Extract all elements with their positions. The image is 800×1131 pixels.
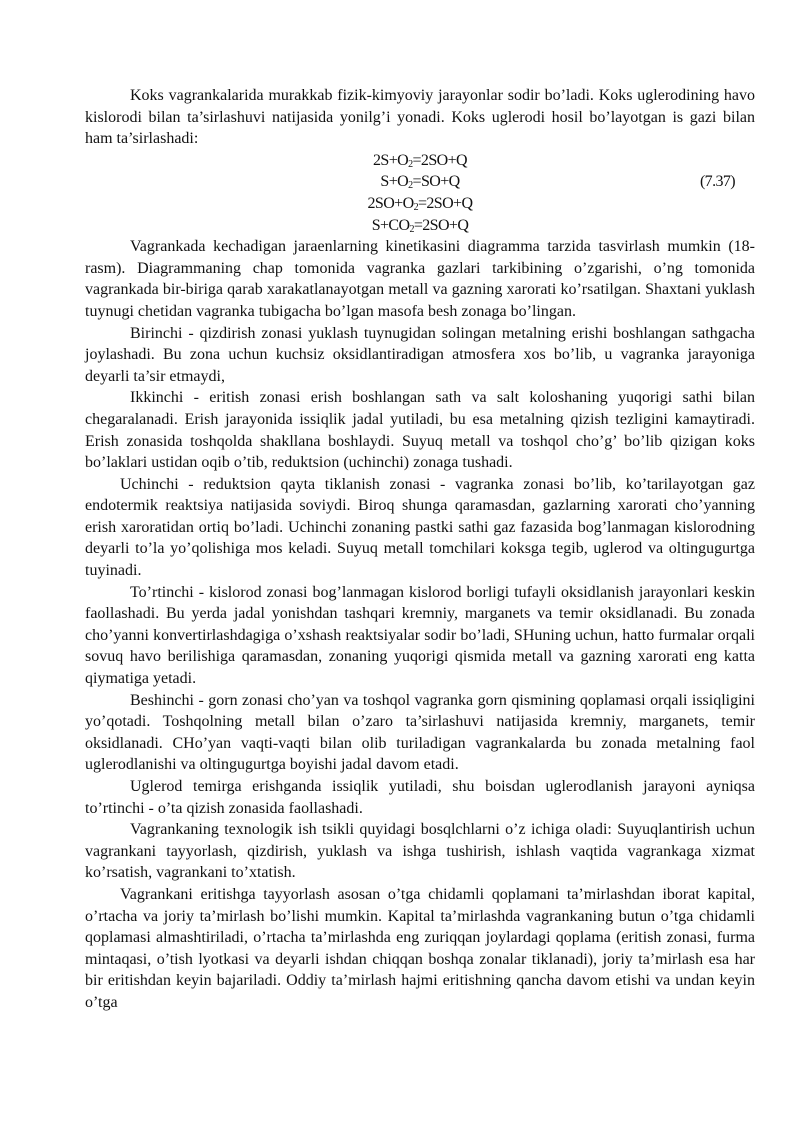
paragraph-kinetics: Vagrankada kechadigan jaraenlarning kinetikasini diagramma tarzida tasvirlash mumkin (18-rasm). Diagrammaning chap tomonida vagranka gazlari tarkibining o’zgarishi, o’ng tomonida vagrankada bir-biriga qarab xarakatlanayotgan metall va gazning xarorati ko’rsatilgan. Shaxtani yuklash tuynugi chetidan vagranka tubigacha bo’lgan masofa besh zonaga bo’lingan. — [85, 238, 755, 320]
paragraph-zone-4: To’rtinchi - kislorod zonasi bog’lanmagan kislorod borligi tufayli oksidlanish jarayonlari keskin faollashadi. Bu yerda jadal yonishdan tashqari kremniy, marganets va temir oksidlanadi. Bu zonada cho’yanni konvertirlashdagiga o’xshash reaktsiyalar sodir bo’ladi, SHuning uchun, hatto furmalar orqali sovuq havo berilishiga qaramasdan, zonaning yuqorigi qismida metall va gazning xarorati eng katta qiymatiga yetadi. — [85, 583, 755, 688]
equation-number: (7.37) — [699, 173, 735, 191]
document-page — [85, 85, 755, 1014]
equation-line: $S+CO_2=2SO+Q$ — [371, 216, 469, 235]
equation-line: $2S+O_2=2SO+Q$ — [373, 151, 467, 170]
paragraph-zone-3: Uchinchi - reduktsion qayta tiklanish zonasi - vagranka zonasi bo’lib, ko’tarilayotgan gaz endotermik reaktsiya natijasida soviydi. Biroq shunga qaramasdan, gazlarning xarorati cho’yanning erish xaroratidan ortiq bo’ladi. Uchinchi zonaning pastki sathi gaz fazasida bog’lanmagan kislorodning deyarli to’la yo’qolishiga mos keladi. Suyuq metall tomchilari koksga tegib, uglerod va oltingugurtga tuyinadi. — [85, 475, 755, 580]
equation-line: $2SO+O_2=2SO+Q$ — [367, 194, 473, 213]
paragraph-cycle: Vagrankaning texnologik ish tsikli quyidagi bosqlchlarni o’z ichiga oladi: Suyuqlantirish uchun vagrankani tayyorlash, qizdirish, yuklash va ishga tushirish, ishlash vaqtida vagrankaga xizmat ko’rsatish, vagrankani to’xtatish. — [85, 821, 755, 882]
paragraph-repair: Vagrankani eritishga tayyorlash asosan o’tga chidamli qoplamani ta’mirlashdan iborat kapital, o’rtacha va joriy ta’mirlash bo’lishi mumkin. Kapital ta’mirlashda vagrankaning butun o’tga chidamli qoplamasi almashtiriladi, o’rtacha ta’mirlashda eng zuriqqan joylardagi qoplama (eritish zonasi, furma mintaqasi, o’tish lyotkasi va deyarli ishdan chiqqan boshqa zonalar tiklanadi), joriy ta’mirlash esa har bir eritishdan keyin bajariladi. Oddiy ta’mirlash hajmi eritishning qancha davom etishi va undan keyin o’tga — [85, 885, 755, 1011]
paragraph-intro: Koks vagrankalarida murakkab fizik-kimyoviy jarayonlar sodir bo’ladi. Koks uglerodining havo kislorodi bilan ta’sirlashuvi natijasida yonilg’i yonadi. Koks uglerodi hosil bo’layotgan is gazi bilan ham ta’sirlashadi: — [85, 87, 755, 148]
paragraph-zone-1: Birinchi - qizdirish zonasi yuklash tuynugidan solingan metalning erishi boshlangan sathgacha joylashadi. Bu zona uchun kuchsiz oksidlantiradigan atmosfera xos bo’lib, u vagranka jarayoniga deyarli ta’sir etmaydi, — [85, 324, 755, 385]
equation-line: $S+O_2=SO+Q$ — [380, 173, 460, 192]
paragraph-carbon: Uglerod temirga erishganda issiqlik yutiladi, shu boisdan uglerodlanish jarayoni ayniqsa to’rtinchi - o’ta qizish zonasida faollashadi. — [85, 778, 755, 817]
equation-block — [85, 150, 755, 236]
paragraph-zone-5: Beshinchi - gorn zonasi cho’yan va toshqol vagranka gorn qismining qoplamasi orqali issiqligini yo’qotadi. Toshqolning metall bilan o’zaro ta’sirlashuvi natijasida kremniy, marganets, temir oksidlanadi. CHo’yan vaqti-vaqti bilan olib turiladigan vagrankalarda bu zonada metalning faol uglerodlanishi va oltingugurtga boyishi jadal davom etadi. — [85, 691, 755, 774]
paragraph-zone-2: Ikkinchi - eritish zonasi erish boshlangan sath va salt koloshaning yuqorigi sathi bilan chegaralanadi. Erish jarayonida issiqlik jadal yutiladi, bu esa metalning qizish tezligini kamaytiradi. Erish zonasida toshqolda shakllana boshlaydi. Suyuq metall va toshqol cho’g’ bo’lib qizigan koks bo’laklari ustidan oqib o’tib, reduktsion (uchinchi) zonaga tushadi. — [85, 389, 755, 472]
